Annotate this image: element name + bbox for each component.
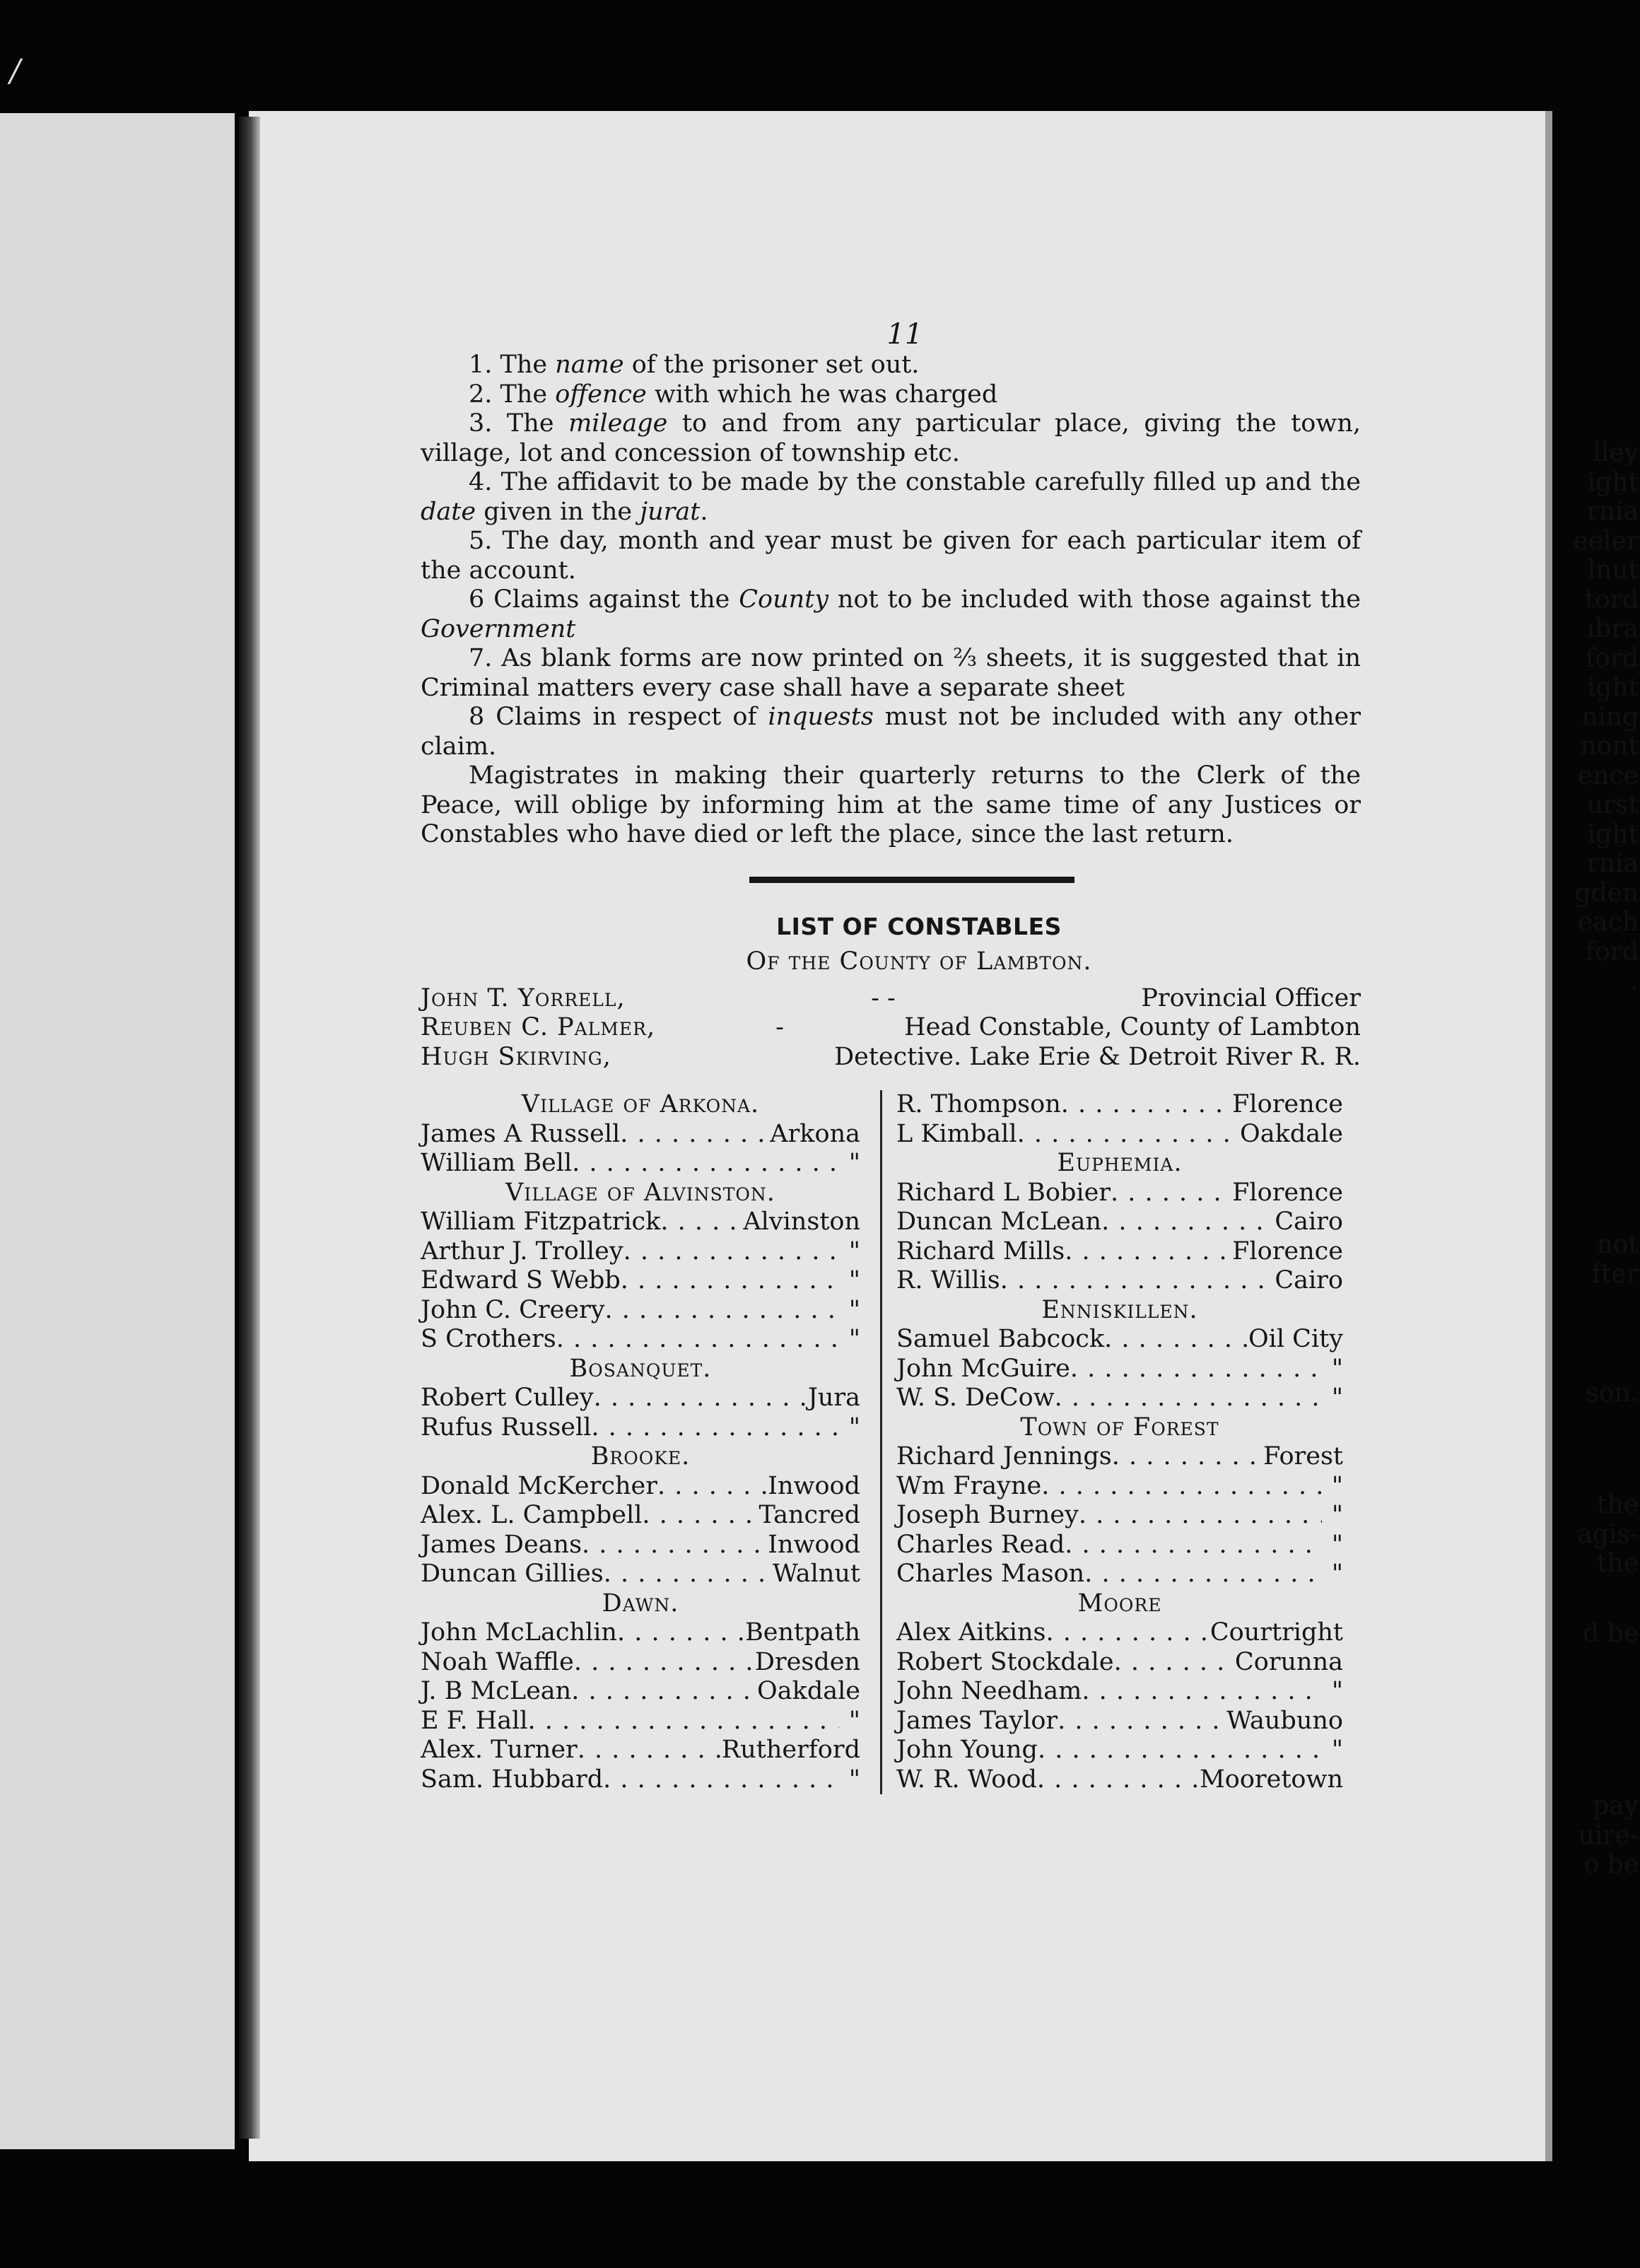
constable-entry xyxy=(896,1325,1343,1355)
fragment-line: each xyxy=(1577,908,1639,937)
instruction-paragraph: Magistrates in making their quarterly returns to the Clerk of the Peace, will oblige by informing him at the same time of any Justices or Constables who have died or left the place, since the last return. xyxy=(421,761,1361,848)
township-heading: Village of Alvinston. xyxy=(505,1178,775,1207)
constable-place: " xyxy=(1331,1384,1343,1412)
constable-place: Inwood xyxy=(768,1471,860,1500)
instruction-paragraph: 4. The affidavit to be made by the constable carefully filled up and the date given in the jurat. xyxy=(421,468,1361,526)
constable-place: " xyxy=(1331,1501,1343,1529)
township-heading: Town of Forest xyxy=(1020,1413,1219,1442)
fragment-line: o be xyxy=(1583,1850,1639,1879)
leader-dots xyxy=(582,1531,768,1560)
leader-dots xyxy=(603,1765,839,1795)
constable-place: Bentpath xyxy=(745,1618,860,1647)
leader-dots xyxy=(604,1560,773,1589)
constable-place: Cairo xyxy=(1275,1266,1343,1294)
constable-name: William Fitzpatrick xyxy=(421,1208,661,1236)
fragment-line: ıbra xyxy=(1586,614,1639,643)
section-divider xyxy=(749,877,1074,883)
constable-place: " xyxy=(848,1266,860,1294)
constable-place: Florence xyxy=(1232,1237,1343,1265)
constable-place: Inwood xyxy=(768,1530,860,1559)
leader-dots xyxy=(574,1648,755,1678)
fragment-line: ight xyxy=(1587,673,1639,702)
page-number: 11 xyxy=(886,318,923,351)
constable-name: Richard L Bobier xyxy=(896,1178,1111,1207)
constable-entry xyxy=(896,1120,1343,1150)
fragment-line: tord xyxy=(1584,585,1639,614)
constable-name: E F. Hall xyxy=(421,1706,528,1735)
constable-name: Duncan McLean xyxy=(896,1208,1102,1236)
constable-entry xyxy=(896,1501,1343,1531)
leader-dots xyxy=(1079,1501,1322,1531)
fragment-line: uire- xyxy=(1578,1820,1639,1850)
officer-role: Provincial Officer xyxy=(1141,983,1361,1012)
left-page-fragments-a xyxy=(1561,438,1639,996)
constable-place: " xyxy=(848,1149,860,1177)
leader-dots xyxy=(1114,1648,1235,1678)
constable-entry xyxy=(421,1413,860,1443)
fragment-line: son. xyxy=(1586,1379,1639,1408)
constable-entry xyxy=(896,1765,1343,1795)
constable-entry xyxy=(421,1472,860,1502)
constable-entry xyxy=(421,1531,860,1560)
constable-name: William Bell xyxy=(421,1149,573,1177)
fragment-line: gden xyxy=(1574,878,1639,908)
leader-dots xyxy=(572,1149,839,1179)
constable-entry xyxy=(896,1384,1343,1413)
officer-dash: - xyxy=(775,1013,784,1041)
instruction-paragraph: 8 Claims in respect of inquests must not be included with any other claim. xyxy=(421,703,1361,761)
page-content xyxy=(421,318,1361,1794)
constable-entry xyxy=(421,1208,860,1237)
leader-dots xyxy=(1000,1266,1275,1296)
constable-entry xyxy=(421,1648,860,1678)
constable-place: " xyxy=(1331,1677,1343,1705)
constable-entry xyxy=(421,1765,860,1795)
constable-place: Courtright xyxy=(1210,1618,1343,1647)
constable-entry xyxy=(896,1736,1343,1765)
constable-entry xyxy=(421,1296,860,1326)
leader-dots xyxy=(660,1208,743,1237)
constable-name: Robert Stockdale xyxy=(896,1647,1114,1676)
constable-place: Mooretown xyxy=(1199,1765,1343,1794)
constable-name: John McLachlin xyxy=(421,1618,617,1647)
left-page-fragments-b xyxy=(1561,1230,1639,1289)
constable-entry xyxy=(896,1472,1343,1502)
constable-entry xyxy=(421,1266,860,1296)
constable-place: Florence xyxy=(1232,1178,1343,1207)
constable-entry xyxy=(421,1384,860,1413)
constable-entry xyxy=(421,1736,860,1765)
officer-row xyxy=(421,984,1361,1014)
constable-name: Edward S Webb xyxy=(421,1266,621,1294)
fragment-line: eeler xyxy=(1573,526,1639,556)
constable-name: R. Willis xyxy=(896,1266,1000,1294)
constable-place: " xyxy=(848,1295,860,1324)
constable-place: " xyxy=(1331,1736,1343,1764)
constable-place: Corunna xyxy=(1234,1647,1343,1676)
constable-name: James Deans xyxy=(421,1530,582,1559)
constable-name: W. R. Wood xyxy=(896,1765,1037,1794)
constable-name: W. S. DeCow xyxy=(896,1384,1055,1412)
constable-entry xyxy=(896,1266,1343,1296)
constable-place: " xyxy=(1331,1530,1343,1559)
leader-dots xyxy=(657,1472,768,1502)
leader-dots xyxy=(1104,1325,1248,1355)
constable-entry xyxy=(896,1355,1343,1384)
fragment-line: ford xyxy=(1585,643,1639,673)
constable-entry xyxy=(421,1707,860,1736)
constable-name: Donald McKercher xyxy=(421,1471,657,1500)
fragment-line: the xyxy=(1597,1490,1639,1519)
leader-dots xyxy=(1084,1560,1322,1589)
fragment-line: urst xyxy=(1586,790,1639,819)
constable-name: John McGuire xyxy=(896,1354,1070,1383)
constable-place: Waubuno xyxy=(1226,1706,1343,1735)
constable-name: Wm Frayne xyxy=(896,1471,1042,1500)
officers-list xyxy=(421,984,1361,1072)
leader-dots xyxy=(1017,1120,1240,1150)
constable-name: Robert Culley xyxy=(421,1384,594,1412)
constable-place: Walnut xyxy=(772,1560,860,1588)
constables-table xyxy=(421,1090,1361,1794)
constable-place: Cairo xyxy=(1275,1208,1343,1236)
instruction-paragraph: 1. The name of the prisoner set out. xyxy=(469,351,920,379)
leader-dots xyxy=(1061,1090,1232,1120)
constable-entry xyxy=(896,1442,1343,1472)
constable-name: Richard Jennings xyxy=(896,1442,1112,1471)
constable-entry xyxy=(896,1179,1343,1208)
officer-dash: - - xyxy=(871,983,896,1012)
fragment-line: pay xyxy=(1593,1791,1639,1820)
constable-place: Alvinston xyxy=(743,1208,860,1236)
constable-name: Charles Mason xyxy=(896,1560,1085,1588)
fragment-line: agis- xyxy=(1577,1519,1639,1549)
leader-dots xyxy=(1111,1179,1232,1208)
constable-place: " xyxy=(848,1237,860,1265)
left-page-fragments-d xyxy=(1561,1490,1639,1579)
constable-entry xyxy=(896,1237,1343,1267)
officer-dash xyxy=(659,1043,786,1072)
constable-place: Oakdale xyxy=(1240,1119,1343,1148)
constable-name: S Crothers xyxy=(421,1325,556,1353)
constable-name: R. Thompson xyxy=(896,1090,1061,1118)
constable-entry xyxy=(421,1677,860,1707)
officer-row xyxy=(421,1013,1361,1043)
constable-place: " xyxy=(848,1706,860,1735)
township-heading: Brooke. xyxy=(590,1442,691,1471)
constable-entry xyxy=(421,1618,860,1648)
leader-dots xyxy=(1046,1618,1210,1648)
constable-place: Florence xyxy=(1232,1090,1343,1118)
list-title: LIST OF CONSTABLES xyxy=(776,912,1062,940)
fragment-line: ight xyxy=(1587,819,1639,849)
corner-mark: / xyxy=(10,53,20,89)
constable-name: Arthur J. Trolley xyxy=(421,1237,623,1265)
constable-place: Forest xyxy=(1263,1442,1343,1471)
instruction-paragraph: 5. The day, month and year must be given for each particular item of the account. xyxy=(421,527,1361,585)
constable-name: John C. Creery xyxy=(421,1295,605,1324)
constable-entry xyxy=(421,1501,860,1531)
leader-dots xyxy=(556,1325,839,1355)
fragment-line: ight xyxy=(1587,467,1639,497)
fragment-line: fter xyxy=(1591,1259,1639,1289)
fragment-line: the xyxy=(1597,1549,1639,1578)
fragment-line: ford xyxy=(1585,937,1639,966)
constable-place: " xyxy=(848,1413,860,1442)
township-heading: Dawn. xyxy=(602,1589,679,1618)
officer-role: Detective. Lake Erie & Detroit River R. R. xyxy=(834,1042,1361,1071)
leader-dots xyxy=(528,1707,839,1736)
constable-entry xyxy=(896,1707,1343,1736)
leader-dots xyxy=(1070,1355,1322,1384)
fragment-line: lley xyxy=(1593,438,1639,467)
left-page-fragments-f xyxy=(1561,1619,1639,1649)
fragment-line: nont xyxy=(1580,732,1639,761)
constable-place: Jura xyxy=(807,1384,860,1412)
instruction-paragraph: 2. The offence with which he was charged xyxy=(469,380,998,409)
township-heading: Moore xyxy=(1077,1589,1162,1618)
constable-name: Charles Read xyxy=(896,1530,1065,1559)
instruction-paragraph: 3. The mileage to and from any particular place, giving the town, village, lot and concession of township etc. xyxy=(421,409,1361,467)
leader-dots xyxy=(1112,1442,1263,1472)
constable-entry xyxy=(421,1325,860,1355)
officer-role: Head Constable, County of Lambton xyxy=(904,1013,1361,1041)
constable-entry xyxy=(896,1560,1343,1589)
leader-dots xyxy=(578,1736,722,1765)
constable-place: " xyxy=(1331,1354,1343,1383)
constable-name: James A Russell xyxy=(421,1119,621,1148)
leader-dots xyxy=(617,1618,745,1648)
book-spine xyxy=(239,117,260,2139)
fragment-line: not xyxy=(1596,1230,1639,1259)
constable-name: Rufus Russell xyxy=(421,1413,592,1442)
constable-entry xyxy=(896,1677,1343,1707)
constable-place: " xyxy=(848,1765,860,1794)
left-column xyxy=(421,1090,882,1794)
leader-dots xyxy=(1065,1531,1322,1560)
left-page-fragments-e xyxy=(1561,1791,1639,1880)
officer-name: Hugh Skirving, xyxy=(421,1042,611,1071)
left-page-fragments-c xyxy=(1561,1379,1639,1408)
instruction-paragraph: 6 Claims against the County not to be included with those against the Government xyxy=(421,585,1361,643)
township-heading: Euphemia. xyxy=(1057,1149,1183,1177)
constable-entry xyxy=(896,1531,1343,1560)
constable-entry xyxy=(896,1618,1343,1648)
officer-name: Reuben C. Palmer, xyxy=(421,1013,656,1041)
constable-name: Sam. Hubbard xyxy=(421,1765,604,1794)
leader-dots xyxy=(1101,1208,1275,1237)
instruction-paragraph: 7. As blank forms are now printed on ⅔ sheets, it is suggested that in Criminal matters every case shall have a separate sheet xyxy=(421,644,1361,702)
leader-dots xyxy=(1038,1736,1322,1765)
fragment-line: lnut xyxy=(1587,556,1639,585)
leader-dots xyxy=(1082,1677,1322,1707)
constable-place: " xyxy=(1331,1560,1343,1588)
leader-dots xyxy=(621,1266,839,1296)
leader-dots xyxy=(623,1237,839,1267)
constable-entry xyxy=(421,1120,860,1150)
constable-entry xyxy=(896,1090,1343,1120)
constable-place: " xyxy=(1331,1471,1343,1500)
fragment-line: rnia xyxy=(1586,849,1639,878)
township-heading: Bosanquet. xyxy=(569,1354,712,1383)
leader-dots xyxy=(642,1501,758,1531)
constable-name: Noah Waffle xyxy=(421,1647,574,1676)
leader-dots xyxy=(1058,1707,1226,1736)
constable-name: J. B McLean xyxy=(421,1677,572,1705)
constable-entry xyxy=(421,1560,860,1589)
leader-dots xyxy=(571,1677,757,1707)
constable-name: Alex. Turner xyxy=(421,1736,578,1764)
leader-dots xyxy=(605,1296,839,1326)
constable-entry xyxy=(421,1149,860,1179)
constable-place: Arkona xyxy=(770,1119,860,1148)
constable-name: Richard Mills xyxy=(896,1237,1065,1265)
township-heading: Enniskillen. xyxy=(1041,1295,1198,1324)
constable-entry xyxy=(896,1648,1343,1678)
leader-dots xyxy=(1055,1384,1322,1413)
constable-place: Tancred xyxy=(758,1501,860,1529)
constable-name: L Kimball xyxy=(896,1119,1017,1148)
leader-dots xyxy=(1037,1765,1200,1795)
fragment-line: rnia xyxy=(1586,497,1639,526)
leader-dots xyxy=(594,1384,808,1413)
constable-name: Joseph Burney xyxy=(896,1501,1079,1529)
leader-dots xyxy=(591,1413,839,1443)
list-subtitle: Of the County of Lambton. xyxy=(746,947,1092,976)
officer-row xyxy=(421,1043,1361,1072)
leader-dots xyxy=(1065,1237,1232,1267)
fragment-line: . xyxy=(1630,966,1639,995)
township-heading: Village of Arkona. xyxy=(521,1090,760,1118)
constable-name: John Needham xyxy=(896,1677,1082,1705)
constable-entry xyxy=(896,1208,1343,1237)
leader-dots xyxy=(1041,1472,1322,1502)
left-page-edge xyxy=(0,113,235,2149)
fragment-line: ning xyxy=(1581,702,1639,732)
constable-name: Samuel Babcock xyxy=(896,1325,1105,1353)
fragment-line: ence xyxy=(1578,761,1639,790)
constable-name: Duncan Gillies xyxy=(421,1560,604,1588)
instructions xyxy=(421,351,1361,850)
constable-place: " xyxy=(848,1325,860,1353)
officer-name: John T. Yorrell, xyxy=(421,983,626,1012)
constable-name: John Young xyxy=(896,1736,1038,1764)
fragment-line: d be xyxy=(1583,1619,1639,1648)
constable-name: James Taylor xyxy=(896,1706,1058,1735)
constable-entry xyxy=(421,1237,860,1267)
constable-name: Alex. L. Campbell xyxy=(421,1501,643,1529)
leader-dots xyxy=(620,1120,770,1150)
constable-place: Oakdale xyxy=(757,1677,860,1705)
constable-place: Dresden xyxy=(754,1647,860,1676)
constable-name: Alex Aitkins xyxy=(896,1618,1046,1647)
constable-place: Rutherford xyxy=(721,1736,860,1764)
right-column xyxy=(882,1090,1343,1794)
constable-place: Oil City xyxy=(1248,1325,1343,1353)
